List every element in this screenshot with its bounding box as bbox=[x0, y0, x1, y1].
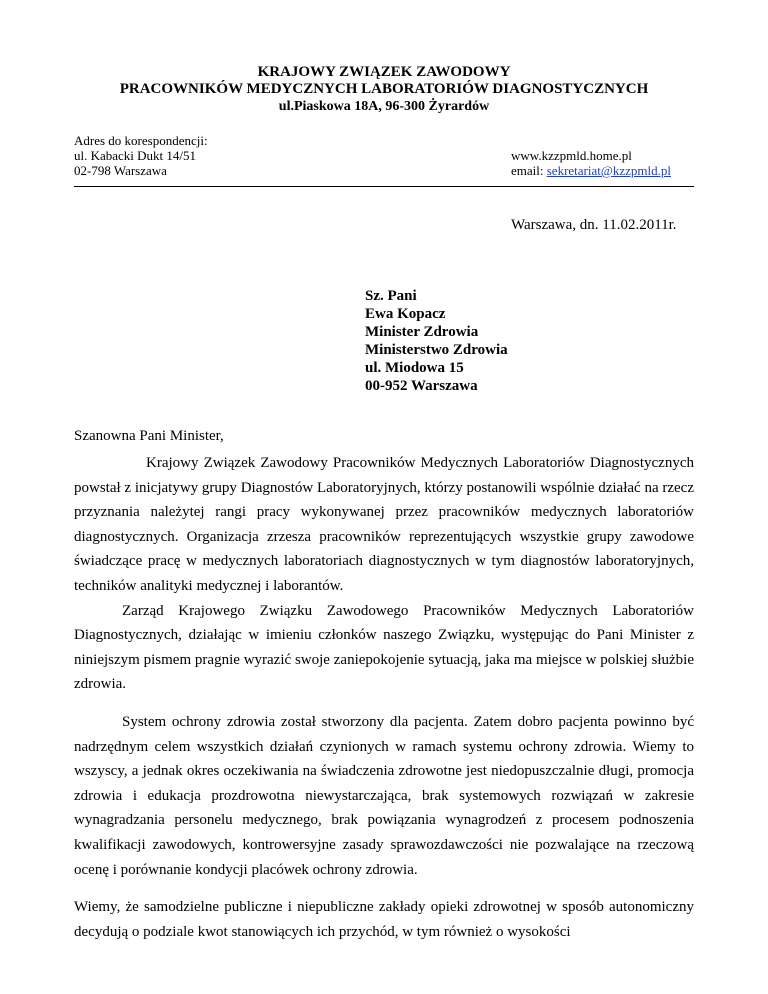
email-row bbox=[511, 163, 671, 178]
correspondence-label: Adres do korespondencji: bbox=[74, 133, 208, 148]
recipient-line-1: Sz. Pani bbox=[365, 288, 417, 304]
website-link[interactable]: www.kzzpmld.home.pl bbox=[511, 148, 632, 163]
correspondence-address bbox=[74, 133, 208, 178]
recipient-line-3: Minister Zdrowia bbox=[365, 324, 479, 340]
recipient-line-6: 00-952 Warszawa bbox=[365, 378, 478, 394]
email-link[interactable]: sekretariat@kzzpmld.pl bbox=[546, 163, 671, 178]
header-divider bbox=[74, 186, 694, 187]
salutation: Szanowna Pani Minister, bbox=[74, 428, 224, 444]
paragraph-2: Zarząd Krajowego Związku Zawodowego Pracowników Medycznych Laboratoriów Diagnostycznych, działając w imieniu członków naszego Związku, występując do Pani Minister z niniejszym pismem pragnie wyrazić swoje zaniepokojenie sytuacją, jaka ma miejsce w polskiej służbie zdrowia. bbox=[74, 602, 694, 693]
paragraph-4: Wiemy, że samodzielne publiczne i niepubliczne zakłady opieki zdrowotnej w sposób autonomiczny decydują o podziale kwot stanowiących ich przychód, w tym również o wysokości bbox=[74, 899, 694, 940]
recipient-line-4: Ministerstwo Zdrowia bbox=[365, 342, 508, 358]
letterhead-line-2: PRACOWNIKÓW MEDYCZNYCH LABORATORIÓW DIAGNOSTYCZNYCH bbox=[119, 81, 649, 97]
recipient-line-5: ul. Miodowa 15 bbox=[365, 360, 464, 376]
paragraph-3: System ochrony zdrowia został stworzony dla pacjenta. Zatem dobro pacjenta powinno być nadrzędnym celem wszystkich działań czynionych w ramach systemu ochrony zdrowia. Wiemy to wszyscy, a jednak okres oczekiwania na świadczenia zdrowotne jest niedopuszczalnie długi, promocja zdrowia i edukacja prozdrowotna niewystarczająca, brak systemowych rozwiązań w zakresie wynagradzania personelu medycznego, brak powiązania wynagrodzeń z procesem podnoszenia kwalifikacji zawodowych, kontrowersyjne zasady sprawozdawczości nie pozwalające na rzeczową ocenę i porównanie kondycji placówek ochrony zdrowia. bbox=[74, 713, 694, 878]
recipient-line-2: Ewa Kopacz bbox=[365, 306, 446, 322]
email-label: email: bbox=[511, 163, 547, 178]
letterhead-address: ul.Piaskowa 18A, 96-300 Żyrardów bbox=[278, 99, 490, 114]
letterhead-line-1: KRAJOWY ZWIĄZEK ZAWODOWY bbox=[257, 64, 511, 80]
letter-date: Warszawa, dn. 11.02.2011r. bbox=[511, 217, 677, 233]
letter-body bbox=[74, 451, 694, 944]
paragraph-1: Krajowy Związek Zawodowy Pracowników Medycznych Laboratoriów Diagnostycznych powstał z inicjatywy grupy Diagnostów Laboratoryjnych, którzy postanowili wspólnie działać na rzecz przyznania należytej rangi pracy wykonywanej przez pracowników medycznych laboratoriów diagnostycznych. Organizacja zrzesza pracowników reprezentujących wszystkie grupy zawodowe świadczące pracę w medycznych laboratoriach diagnostycznych w tym diagnostów laboratoryjnych, techników analityki medycznej i laborantów. bbox=[74, 455, 694, 594]
letterhead bbox=[0, 64, 768, 115]
contact-info bbox=[511, 148, 671, 178]
correspondence-city: 02-798 Warszawa bbox=[74, 163, 167, 178]
recipient-block bbox=[365, 287, 508, 395]
correspondence-street: ul. Kabacki Dukt 14/51 bbox=[74, 148, 197, 163]
